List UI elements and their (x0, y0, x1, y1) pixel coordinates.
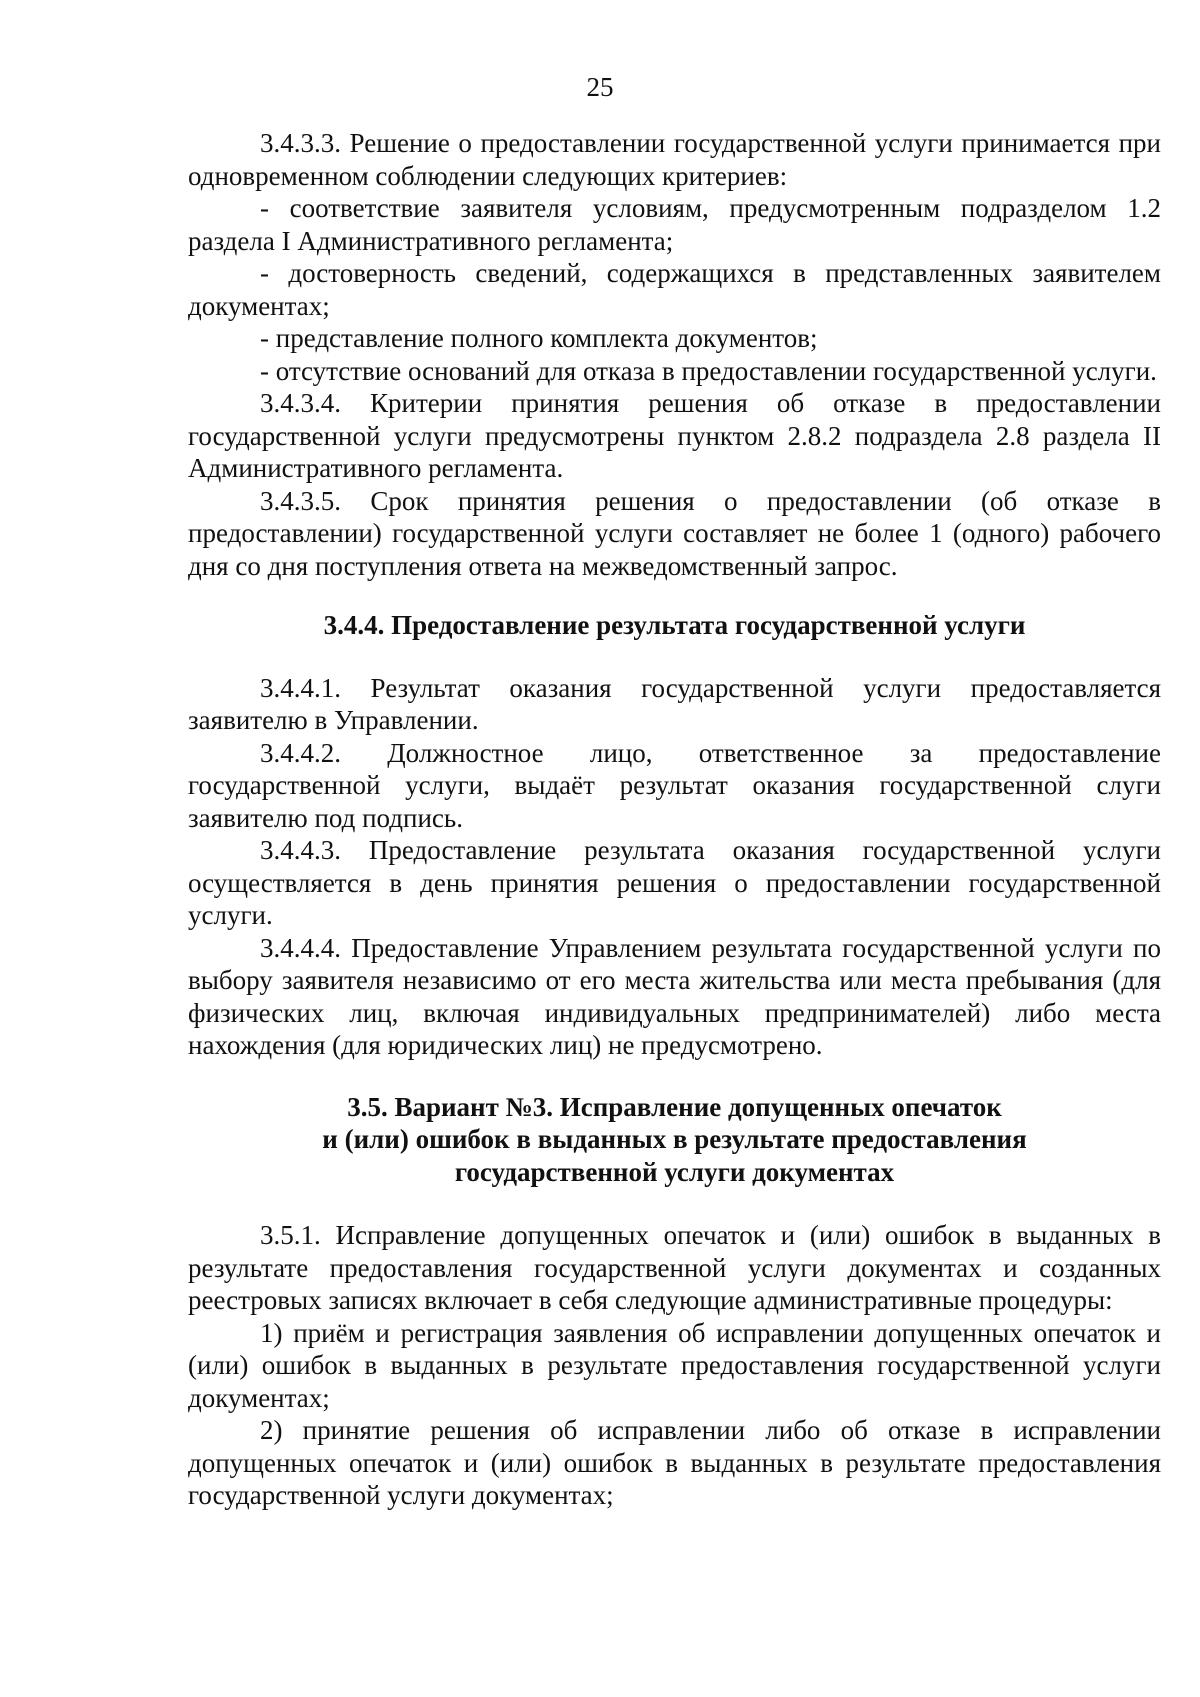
paragraph-3434: 3.4.3.4. Критерии принятия решения об отказе в предоставлении государственной услуги предусмотрены пунктом 2.8.2 подраздела 2.8 раздела II Административного регламента. (188, 388, 1161, 483)
section-heading-344: 3.4.4. Предоставление результата государственной услуги (323, 610, 1026, 640)
paragraph-3441: 3.4.4.1. Результат оказания государственной услуги предоставляется заявителю в Управлении. (188, 672, 1161, 735)
paragraph-3433: 3.4.3.3. Решение о предоставлении государственной услуги принимается при одновременном соблюдении следующих критериев: (188, 128, 1161, 191)
section-heading-35-line1: 3.5. Вариант №3. Исправление допущенных опечаток (347, 1091, 1002, 1122)
paragraph-3443: 3.4.4.3. Предоставление результата оказания государственной услуги осуществляется в день принятия решения о предоставлении государственной услуги. (188, 835, 1161, 930)
criterion-item: - достоверность сведений, содержащихся в представленных заявителем документах; (188, 258, 1161, 321)
criterion-item: - соответствие заявителя условиям, предусмотренным подразделом 1.2 раздела I Административного регламента; (188, 193, 1161, 256)
paragraph-3444: 3.4.4.4. Предоставление Управлением результата государственной услуги по выбору заявителя независимо от его места жительства или места пребывания (для физических лиц, включая индивидуальных предпринимателей) либо места нахождения (для юридических лиц) не предусмотрено. (188, 932, 1161, 1060)
section-heading-35-line3: государственной услуги документах (454, 1156, 895, 1187)
section-heading-35-line2: и (или) ошибок в выданных в результате предоставления (322, 1124, 1027, 1154)
procedure-item: 2) принятие решения об исправлении либо об отказе в исправлении допущенных опечаток и (или) ошибок в выданных в результате предоставления государственной услуги документах; (188, 1415, 1161, 1510)
section-heading-35 (188, 1091, 1161, 1189)
paragraph-3435: 3.4.3.5. Срок принятия решения о предоставлении (об отказе в предоставлении) государственной услуги составляет не более 1 (одного) рабочего дня со дня поступления ответа на межведомственный запрос. (188, 485, 1161, 581)
page-number: 25 (586, 72, 614, 102)
criterion-item: - отсутствие оснований для отказа в предоставлении государственной услуги. (260, 355, 1157, 386)
procedure-item: 1) приём и регистрация заявления об исправлении допущенных опечаток и (или) ошибок в выданных в результате предоставления государственной услуги документах; (188, 1317, 1161, 1413)
document-body (188, 127, 1161, 1512)
paragraph-351: 3.5.1. Исправление допущенных опечаток и (или) ошибок в выданных в результате предоставления государственной услуги документах и созданных реестровых записях включает в себя следующие административные процедуры: (188, 1220, 1161, 1315)
paragraph-3442: 3.4.4.2. Должностное лицо, ответственное за предоставление государственной услуги, выдаёт результат оказания государственной слуги заявителю под подпись. (188, 737, 1161, 833)
criterion-item: - представление полного комплекта документов; (260, 323, 818, 353)
